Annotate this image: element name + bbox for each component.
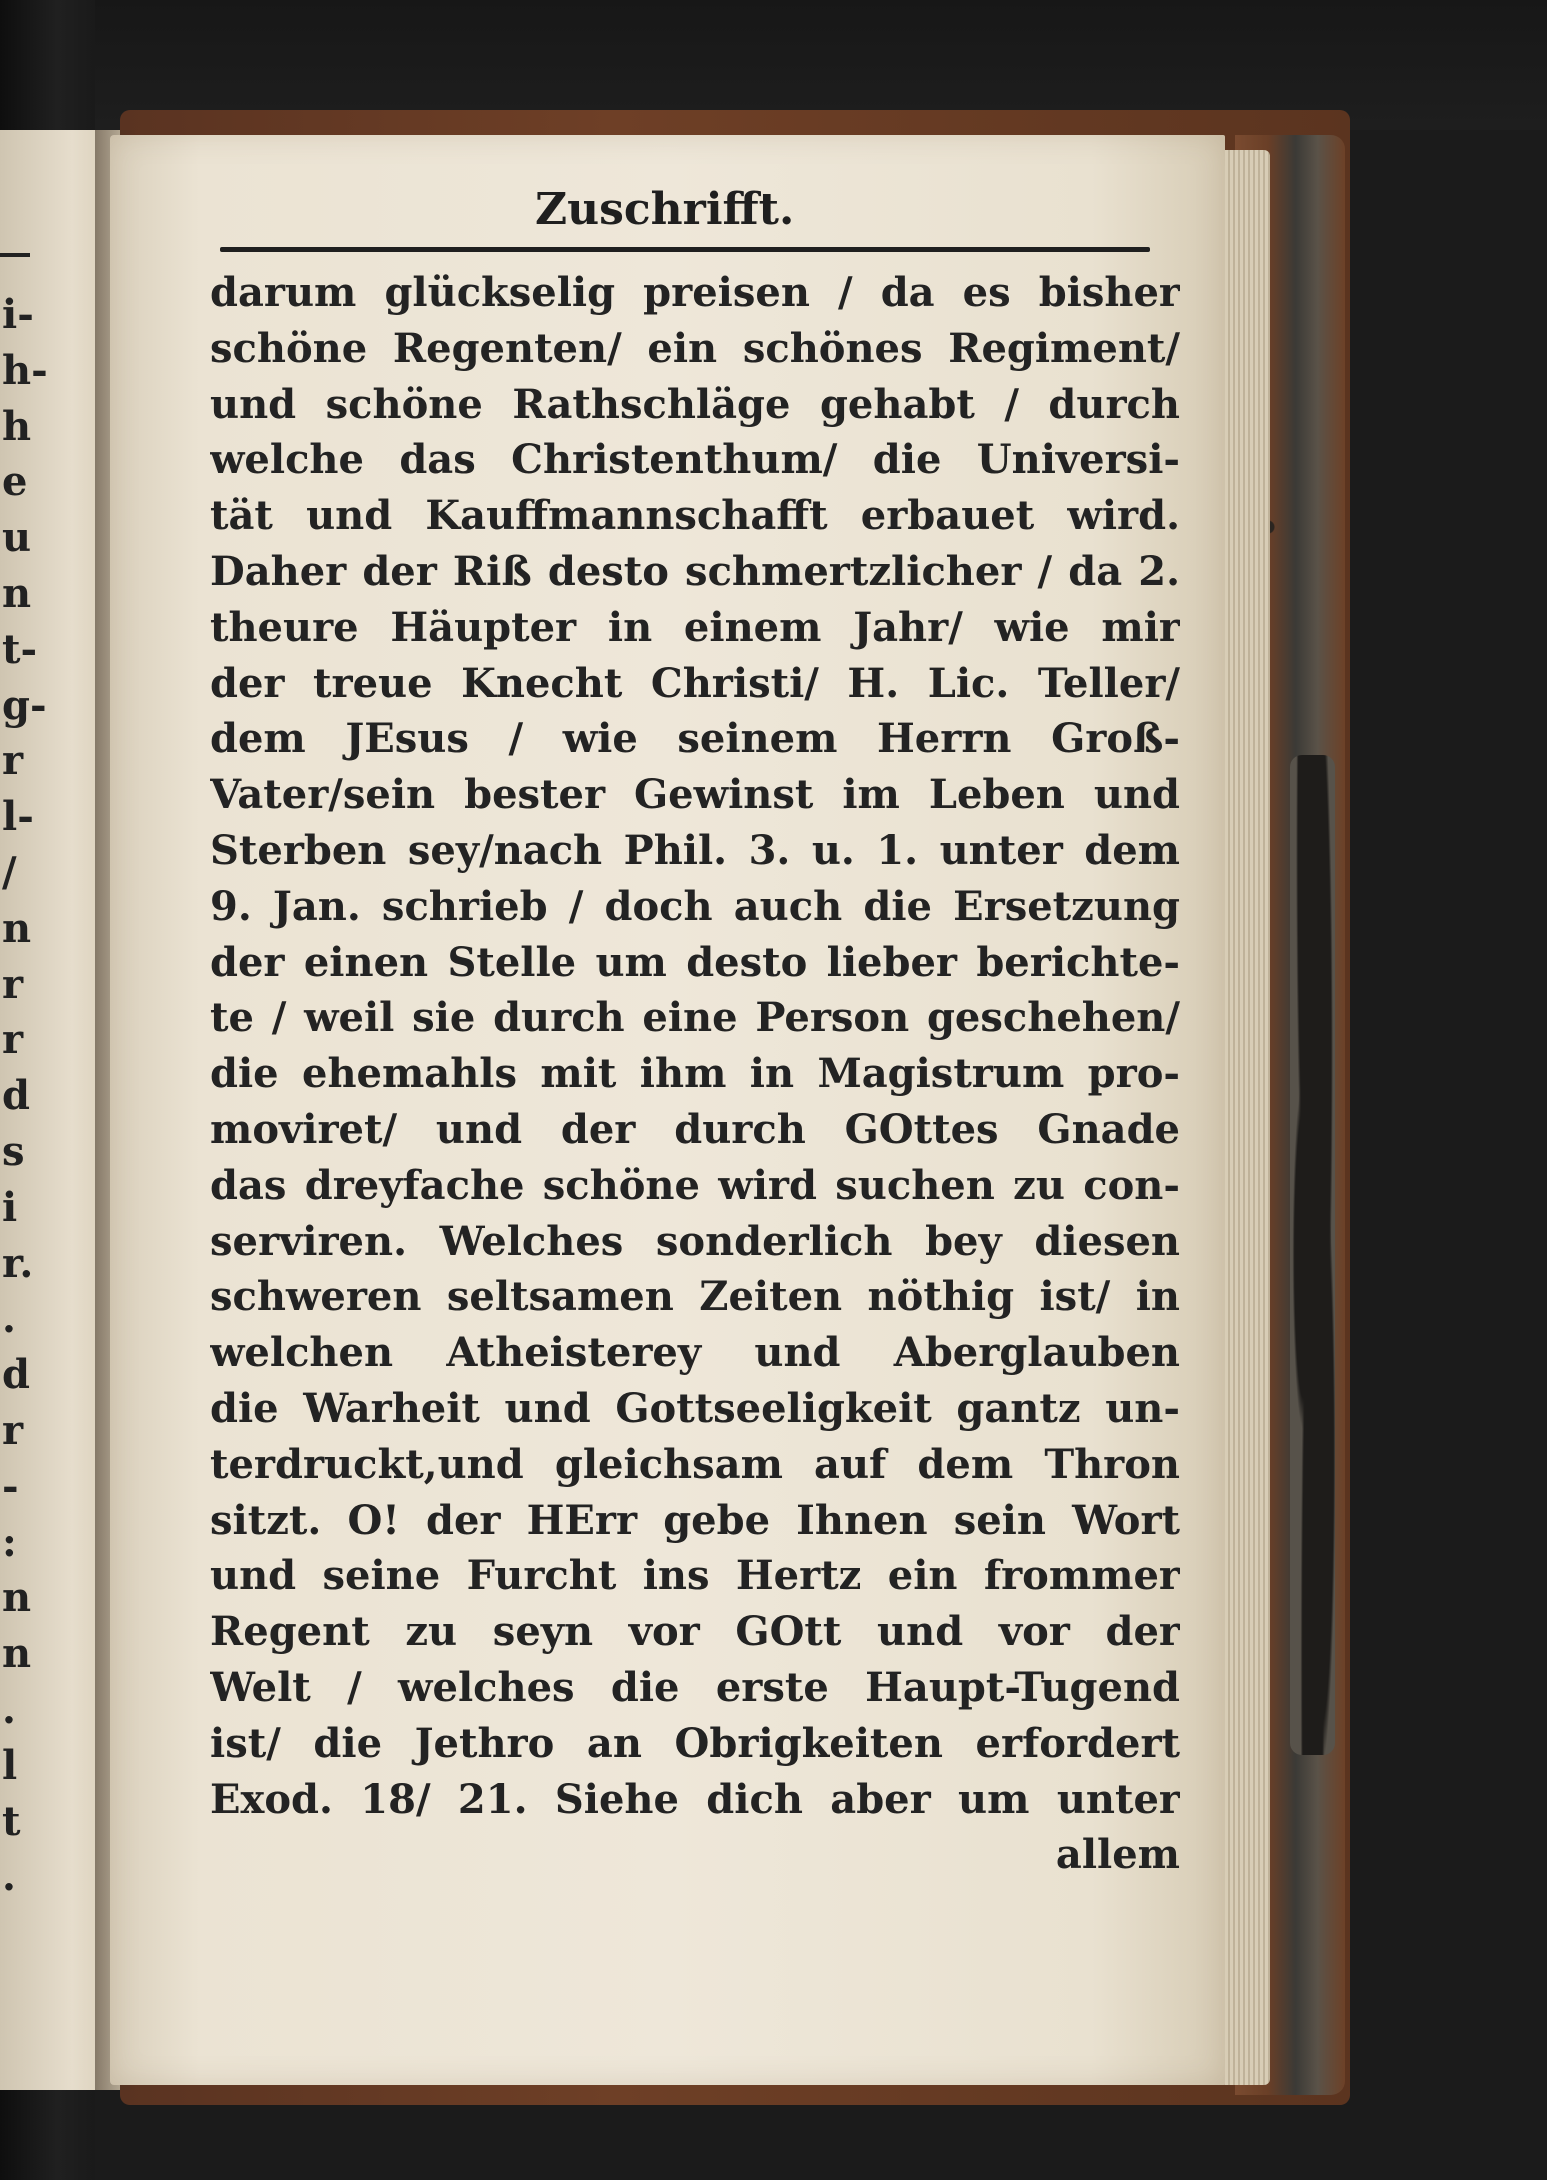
text-line: te / weil sie durch eine Person geschehen/ (210, 994, 1180, 1042)
left-page-line-end: n (2, 1574, 32, 1622)
left-page-line-end: r (2, 1016, 24, 1064)
text-line: Regent zu seyn vor GOtt und vor der (210, 1608, 1180, 1656)
text-line: die Warheit und Gottseeligkeit gantz un- (210, 1384, 1180, 1432)
text-line: die ehemahls mit ihm in Magistrum pro- (210, 1050, 1180, 1098)
left-page-line-end: r (2, 960, 24, 1008)
text-line: sitzt. O! der HErr gebe Ihnen sein Wort (210, 1496, 1180, 1544)
left-page-line-end: n (2, 570, 32, 617)
left-page-line-end: . (2, 1853, 16, 1901)
text-line: schweren seltsamen Zeiten nöthig ist/ in (210, 1273, 1180, 1321)
text-line: Exod. 18/ 21. Siehe dich aber um unter (210, 1775, 1180, 1823)
left-page-line-end: i- (2, 291, 34, 338)
left-page-line-end: h (2, 402, 32, 450)
left-page-line-end: d (2, 1351, 30, 1399)
left-page-line-end: l- (2, 793, 34, 841)
head-rule (220, 247, 1150, 252)
left-page-line-end: s (2, 1128, 25, 1175)
text-line: terdruckt,und gleichsam auf dem Thron (210, 1440, 1180, 1488)
text-line: der treue Knecht Christi/ H. Lic. Teller/ (210, 659, 1180, 707)
text-line: der einen Stelle um desto lieber berichte- (210, 938, 1180, 986)
left-page-line-end: . (2, 1295, 16, 1343)
running-head: Zuschrifft. (535, 184, 795, 235)
left-page-line-end: n (2, 1630, 32, 1678)
text-line: Daher der Riß desto schmertzlicher / da 2. (210, 547, 1180, 595)
right-page (110, 135, 1225, 2085)
text-line: Sterben sey/nach Phil. 3. u. 1. unter dem (210, 826, 1180, 874)
left-page-line-end: t- (2, 625, 38, 673)
text-line: Vater/sein bester Gewinst im Leben und (210, 771, 1180, 819)
text-line: allem (1055, 1831, 1180, 1879)
text-line: darum glückselig preisen / da es bisher (210, 269, 1180, 316)
left-page-line-end: : (2, 1518, 17, 1566)
cover-wear-spots (1290, 755, 1335, 1755)
left-page-line-end: d (2, 1072, 30, 1120)
text-line: 9. Jan. schrieb / doch auch die Ersetzung (210, 882, 1180, 930)
text-line: dem JEsus / wie seinem Herrn Groß- (210, 715, 1180, 763)
text-line: theure Häupter in einem Jahr/ wie mir (210, 603, 1180, 651)
left-page-line-end: h- (2, 346, 48, 394)
text-line: das dreyfache schöne wird suchen zu con- (210, 1161, 1180, 1209)
text-line: schöne Regenten/ ein schönes Regiment/ (210, 324, 1180, 372)
text-line: Welt / welches die erste Haupt-Tugend (210, 1663, 1180, 1711)
left-page-line-end: g- (2, 681, 47, 729)
left-page-line-end: / (2, 849, 17, 896)
left-page-line-end: . (2, 1686, 16, 1733)
text-line: serviren. Welches sonderlich bey diesen (210, 1217, 1180, 1265)
text-line: und schöne Rathschläge gehabt / durch (210, 380, 1180, 428)
text-line: welchen Atheisterey und Aberglauben (210, 1329, 1180, 1377)
left-page-line-end: r (2, 737, 24, 785)
left-page-line-end: r (2, 1407, 24, 1454)
text-line: tät und Kauffmannschafft erbauet wird. (210, 492, 1180, 540)
left-page-line-end: i (2, 1183, 18, 1231)
text-line: moviret/ und der durch GOttes Gnade (210, 1105, 1180, 1153)
text-line: und seine Furcht ins Hertz ein frommer (210, 1552, 1180, 1600)
left-page-line-end: - (2, 1462, 19, 1510)
left-page-head-rule (0, 253, 30, 257)
text-line: welche das Christenthum/ die Universi- (210, 436, 1180, 484)
left-page-line-end: r. (2, 1239, 34, 1287)
left-page-line-end: n (2, 904, 32, 952)
left-page-line-end: u (2, 514, 32, 562)
left-page-line-end: l (2, 1741, 18, 1789)
left-page-line-end: t (2, 1797, 21, 1845)
page-text-block (210, 265, 1180, 1883)
left-page-line-end: e (2, 458, 28, 506)
text-line: ist/ die Jethro an Obrigkeiten erfordert (210, 1719, 1180, 1767)
